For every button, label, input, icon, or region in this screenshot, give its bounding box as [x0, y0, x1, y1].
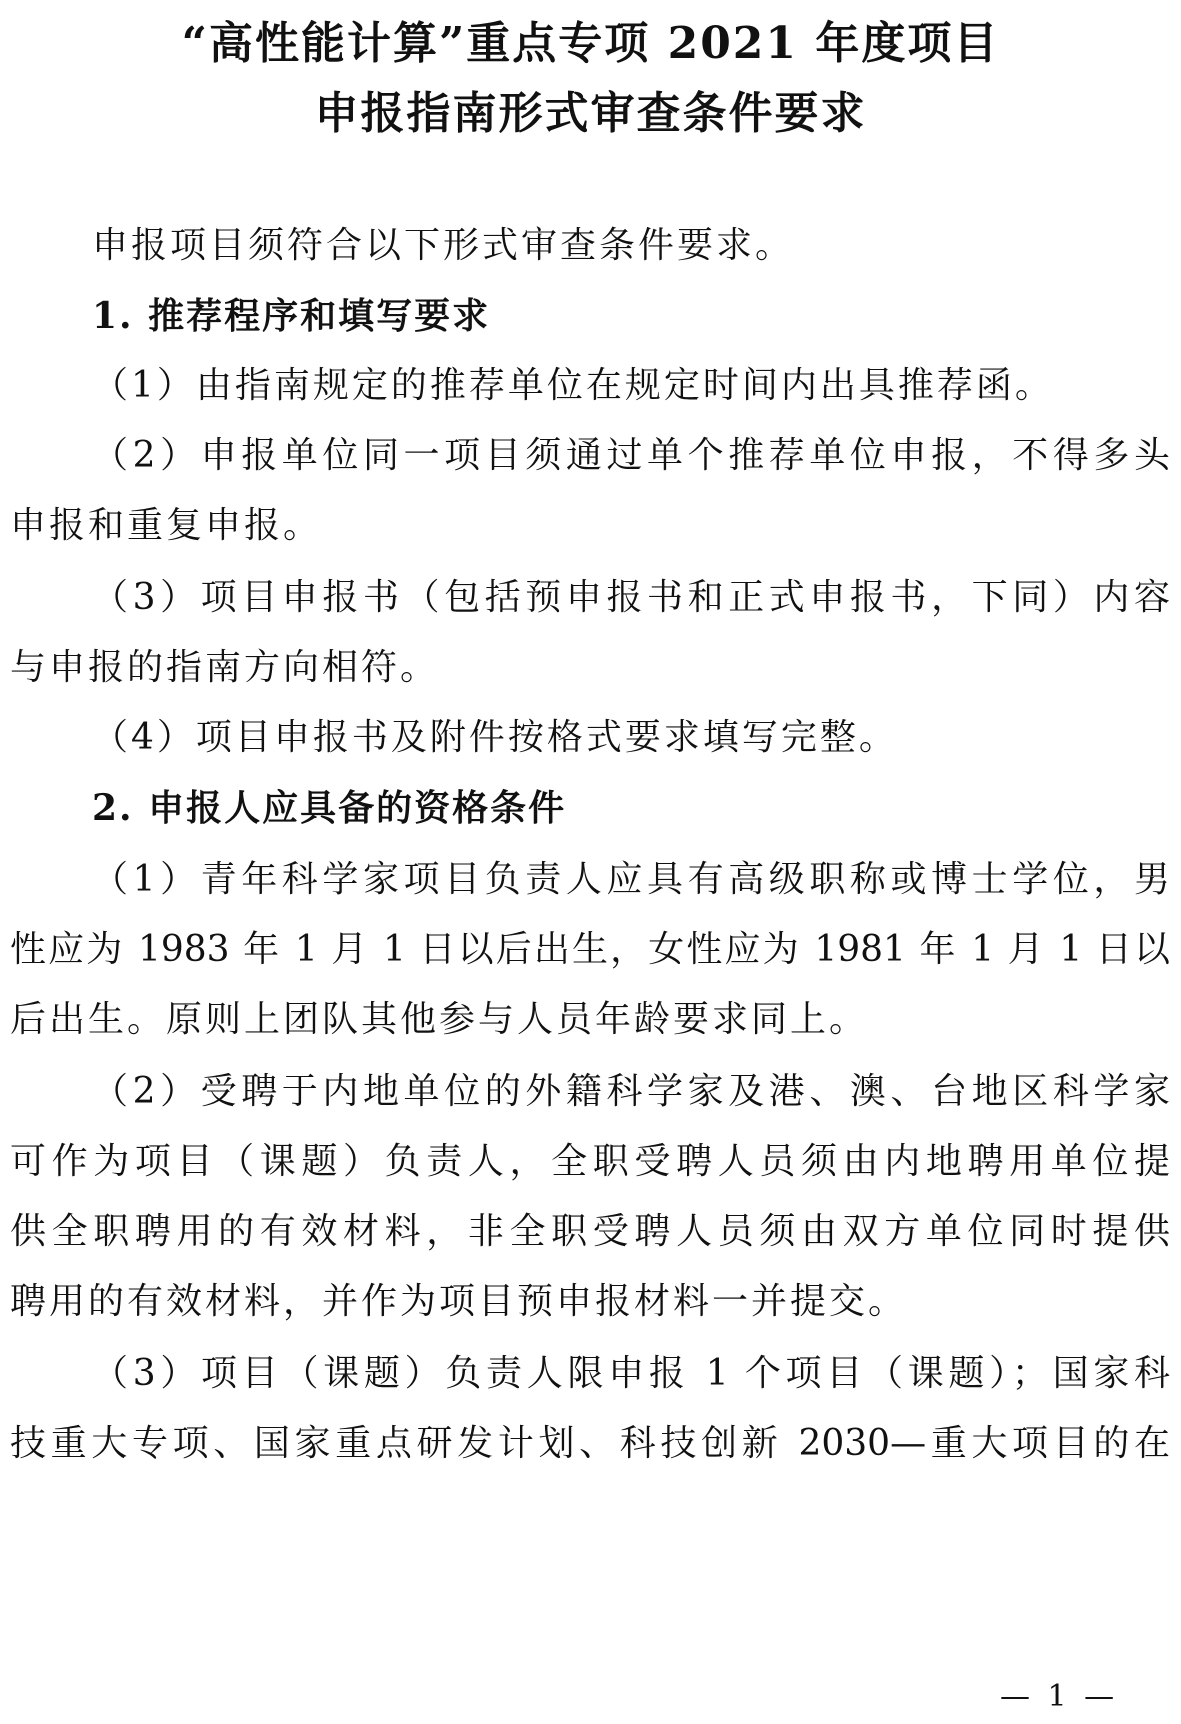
section-1-heading: 1. 推荐程序和填写要求: [92, 295, 491, 337]
document-title-line-1: “高性能计算”重点专项 2021 年度项目: [181, 18, 1000, 69]
section-2-item-2-line-2: 可作为项目（课题）负责人，全职受聘人员须由内地聘用单位提: [10, 1141, 1170, 1182]
page-number: — 1 —: [1000, 1679, 1119, 1714]
section-2-item-3-line-1: （3）项目（课题）负责人限申报 1 个项目（课题）；国家科: [92, 1353, 1170, 1394]
document-title-line-2: 申报指南形式审查条件要求: [314, 88, 867, 139]
section-2-heading: 2. 申报人应具备的资格条件: [92, 787, 567, 829]
section-2-item-1-line-2: 性应为 1983 年 1 月 1 日以后出生，女性应为 1981 年 1 月 1 日以: [10, 929, 1170, 970]
section-1-item-3-line-1: （3）项目申报书（包括预申报书和正式申报书，下同）内容: [92, 577, 1170, 618]
section-2-item-2-line-1: （2）受聘于内地单位的外籍科学家及港、澳、台地区科学家: [92, 1071, 1170, 1112]
intro-paragraph: 申报项目须符合以下形式审查条件要求。: [92, 225, 795, 266]
section-2-item-2-line-3: 供全职聘用的有效材料，非全职受聘人员须由双方单位同时提供: [10, 1211, 1170, 1252]
section-2-item-3-line-2: 技重大专项、国家重点研发计划、科技创新 2030—重大项目的在: [10, 1423, 1170, 1464]
section-2-item-1-line-1: （1）青年科学家项目负责人应具有高级职称或博士学位，男: [92, 859, 1170, 900]
section-1-item-4-line-1: （4）项目申报书及附件按格式要求填写完整。: [92, 717, 898, 758]
section-1-item-3-line-2: 与申报的指南方向相符。: [10, 647, 440, 688]
section-1-item-2-line-1: （2）申报单位同一项目须通过单个推荐单位申报，不得多头: [92, 435, 1170, 476]
section-1-item-2-line-2: 申报和重复申报。: [10, 505, 323, 546]
section-2-item-2-line-4: 聘用的有效材料，并作为项目预申报材料一并提交。: [10, 1281, 908, 1322]
section-2-item-1-line-3: 后出生。原则上团队其他参与人员年龄要求同上。: [10, 999, 869, 1040]
section-1-item-1-line-1: （1）由指南规定的推荐单位在规定时间内出具推荐函。: [92, 365, 1054, 406]
